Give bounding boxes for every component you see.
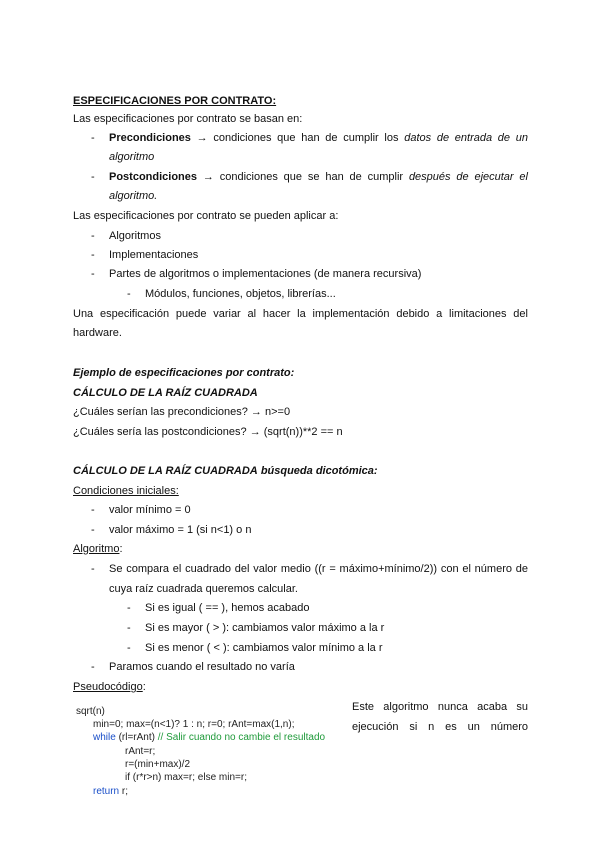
condition-item: valor mínimo = 0 bbox=[109, 504, 191, 516]
bullet-dash: - bbox=[91, 249, 95, 261]
bullet-dash: - bbox=[91, 524, 95, 536]
code-text: (rl=rAnt) bbox=[115, 732, 158, 743]
bullet-dash: - bbox=[91, 504, 95, 516]
dichotomic-heading bbox=[73, 464, 378, 478]
precondition-italic: datos de entrada de un bbox=[404, 132, 528, 144]
pseudocode-label-colon: : bbox=[142, 681, 146, 693]
code-comment: // Salir cuando no cambie el resultado bbox=[157, 732, 326, 743]
bullet-dash: - bbox=[127, 642, 131, 654]
algorithm-note: Este algoritmo nunca acaba su bbox=[352, 701, 528, 713]
bullet-dash: - bbox=[127, 288, 131, 300]
precondition-term: Precondiciones bbox=[109, 132, 191, 144]
postcondition-desc: → condiciones que se han de cumplir bbox=[202, 171, 404, 183]
precondition-cont: algoritmo bbox=[109, 151, 155, 163]
apply-subitem: Módulos, funciones, objetos, librerías... bbox=[145, 288, 336, 300]
postcondition-term: Postcondiciones bbox=[109, 171, 198, 183]
code-text: r; bbox=[119, 786, 129, 797]
code-keyword: while bbox=[93, 732, 116, 743]
bullet-dash: - bbox=[127, 622, 131, 634]
sqrt-heading: CÁLCULO DE LA RAÍZ CUADRADA bbox=[73, 387, 258, 399]
algorithm-note-cont: ejecución si n es un número bbox=[352, 721, 528, 733]
variation-text-cont: hardware. bbox=[73, 327, 122, 339]
code-line bbox=[93, 732, 325, 744]
dichotomic-heading-suffix: búsqueda dicotómica: bbox=[260, 465, 378, 477]
apply-item: Algoritmos bbox=[109, 230, 161, 242]
pseudocode-label bbox=[73, 680, 146, 694]
example-heading: Ejemplo de especificaciones por contrato: bbox=[73, 367, 295, 379]
algorithm-step-cont: cuya raíz cuadrada queremos calcular. bbox=[109, 583, 298, 595]
algorithm-label-text: Algoritmo bbox=[73, 543, 120, 555]
apply-intro: Las especificaciones por contrato se pueden aplicar a: bbox=[73, 210, 339, 222]
conditions-label: Condiciones iniciales: bbox=[73, 485, 179, 497]
algorithm-substep: Si es igual ( == ), hemos acabado bbox=[145, 602, 310, 614]
code-line: r=(min+max)/2 bbox=[125, 759, 191, 770]
postcondition-line bbox=[109, 170, 528, 184]
algorithm-label-colon: : bbox=[119, 543, 123, 555]
algorithm-step: Se compara el cuadrado del valor medio ((r = máximo+mínimo/2)) con el número de bbox=[109, 563, 528, 575]
postcondition-cont: algoritmo. bbox=[109, 190, 158, 202]
apply-item: Implementaciones bbox=[109, 249, 199, 261]
bullet-dash: - bbox=[91, 661, 95, 673]
algorithm-substep: Si es menor ( < ): cambiamos valor mínimo a la r bbox=[145, 642, 383, 654]
apply-item: Partes de algoritmos o implementaciones (de manera recursiva) bbox=[109, 268, 422, 280]
code-line: min=0; max=(n<1)? 1 : n; r=0; rAnt=max(1,n); bbox=[93, 719, 295, 730]
condition-item: valor máximo = 1 (si n<1) o n bbox=[109, 524, 252, 536]
pseudocode-label-text: Pseudocódigo bbox=[73, 681, 143, 693]
precondition-desc: → condiciones que han de cumplir los bbox=[196, 132, 399, 144]
code-line: rAnt=r; bbox=[125, 746, 156, 757]
code-keyword: return bbox=[93, 786, 120, 797]
question-postconditions: ¿Cuáles sería las postcondiciones? → (sqrt(n))**2 == n bbox=[73, 426, 343, 438]
code-line: sqrt(n) bbox=[76, 706, 105, 717]
algorithm-label bbox=[73, 542, 123, 556]
precondition-line bbox=[109, 131, 528, 145]
algorithm-substep: Si es mayor ( > ): cambiamos valor máximo a la r bbox=[145, 622, 385, 634]
code-line: if (r*r>n) max=r; else min=r; bbox=[125, 772, 247, 783]
bullet-dash: - bbox=[91, 171, 95, 183]
bullet-dash: - bbox=[91, 268, 95, 280]
bullet-dash: - bbox=[91, 132, 95, 144]
bullet-dash: - bbox=[127, 602, 131, 614]
bullet-dash: - bbox=[91, 230, 95, 242]
intro-text: Las especificaciones por contrato se basan en: bbox=[73, 113, 303, 125]
code-line bbox=[93, 786, 128, 798]
algorithm-step: Paramos cuando el resultado no varía bbox=[109, 661, 295, 673]
variation-text: Una especificación puede variar al hacer la implementación debido a limitaciones del bbox=[73, 308, 528, 320]
bullet-dash: - bbox=[91, 563, 95, 575]
postcondition-italic: después de ejecutar el bbox=[408, 171, 528, 183]
page-title: ESPECIFICACIONES POR CONTRATO: bbox=[73, 95, 277, 107]
dichotomic-heading-main: CÁLCULO DE LA RAÍZ CUADRADA bbox=[73, 465, 258, 477]
question-preconditions: ¿Cuáles serían las precondiciones? → n>=0 bbox=[73, 406, 291, 418]
